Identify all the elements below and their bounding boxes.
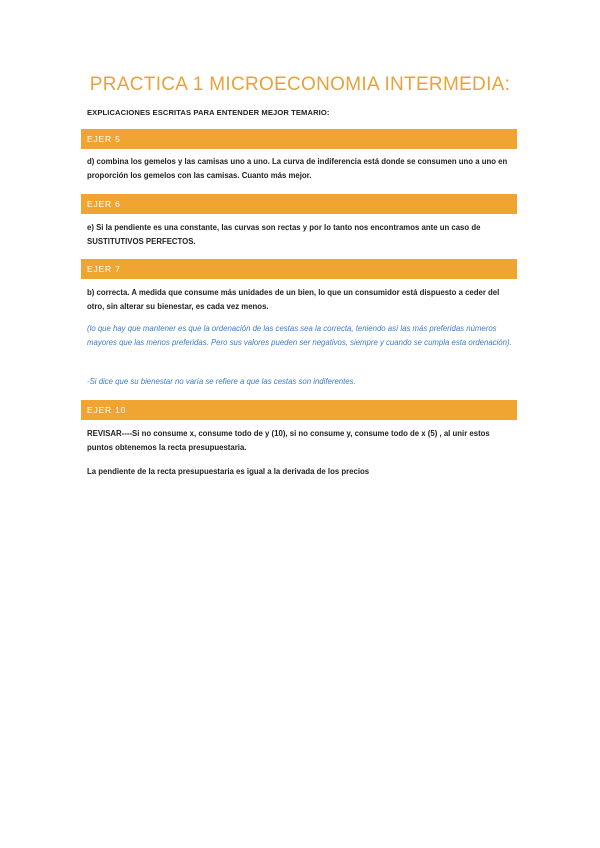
section-paragraph: REVISAR----Si no consume x, consume todo de y (10), si no consume y, consume todo de x (5) , al unir estos puntos obtenemos la recta presupuestaria.: [87, 429, 490, 452]
section-paragraph: d) combina los gemelos y las camisas uno a uno. La curva de indiferencia está donde se consumen uno a uno en proporción los gemelos con las camisas. Cuanto más mejor.: [87, 157, 508, 180]
section-heading-ejer-6: EJER 6: [81, 194, 517, 214]
section-note: -Si dice que su bienestar no varía se refiere a que las cestas son indiferentes.: [87, 377, 356, 386]
section-heading-ejer-10: EJER 10: [81, 400, 517, 420]
document-title: PRACTICA 1 MICROECONOMIA INTERMEDIA:: [89, 74, 511, 95]
section-note: (lo que hay que mantener es que la ordenación de las cestas sea la correcta, teniendo así las más preferidas números mayores que las menos preferidas. Pero sus valores pueden ser negativos, siempre y cuando se cumpla esta ordenación).: [87, 324, 512, 347]
section-heading-ejer-5: EJER 5: [81, 129, 517, 149]
section-paragraph: e) Si la pendiente es una constante, las curvas son rectas y por lo tanto nos encontramos ante un caso de SUSTITUTIVOS PERFECTOS.: [87, 223, 481, 246]
section-paragraph: b) correcta. A medida que consume más unidades de un bien, lo que un consumidor está dispuesto a ceder del otro, sin alterar su bienestar, es cada vez menos.: [87, 288, 500, 311]
section-paragraph: La pendiente de la recta presupuestaria es igual a la derivada de los precios: [87, 467, 370, 476]
document-subtitle: EXPLICACIONES ESCRITAS PARA ENTENDER MEJOR TEMARIO:: [87, 108, 330, 117]
section-heading-ejer-7: EJER 7: [81, 259, 517, 279]
